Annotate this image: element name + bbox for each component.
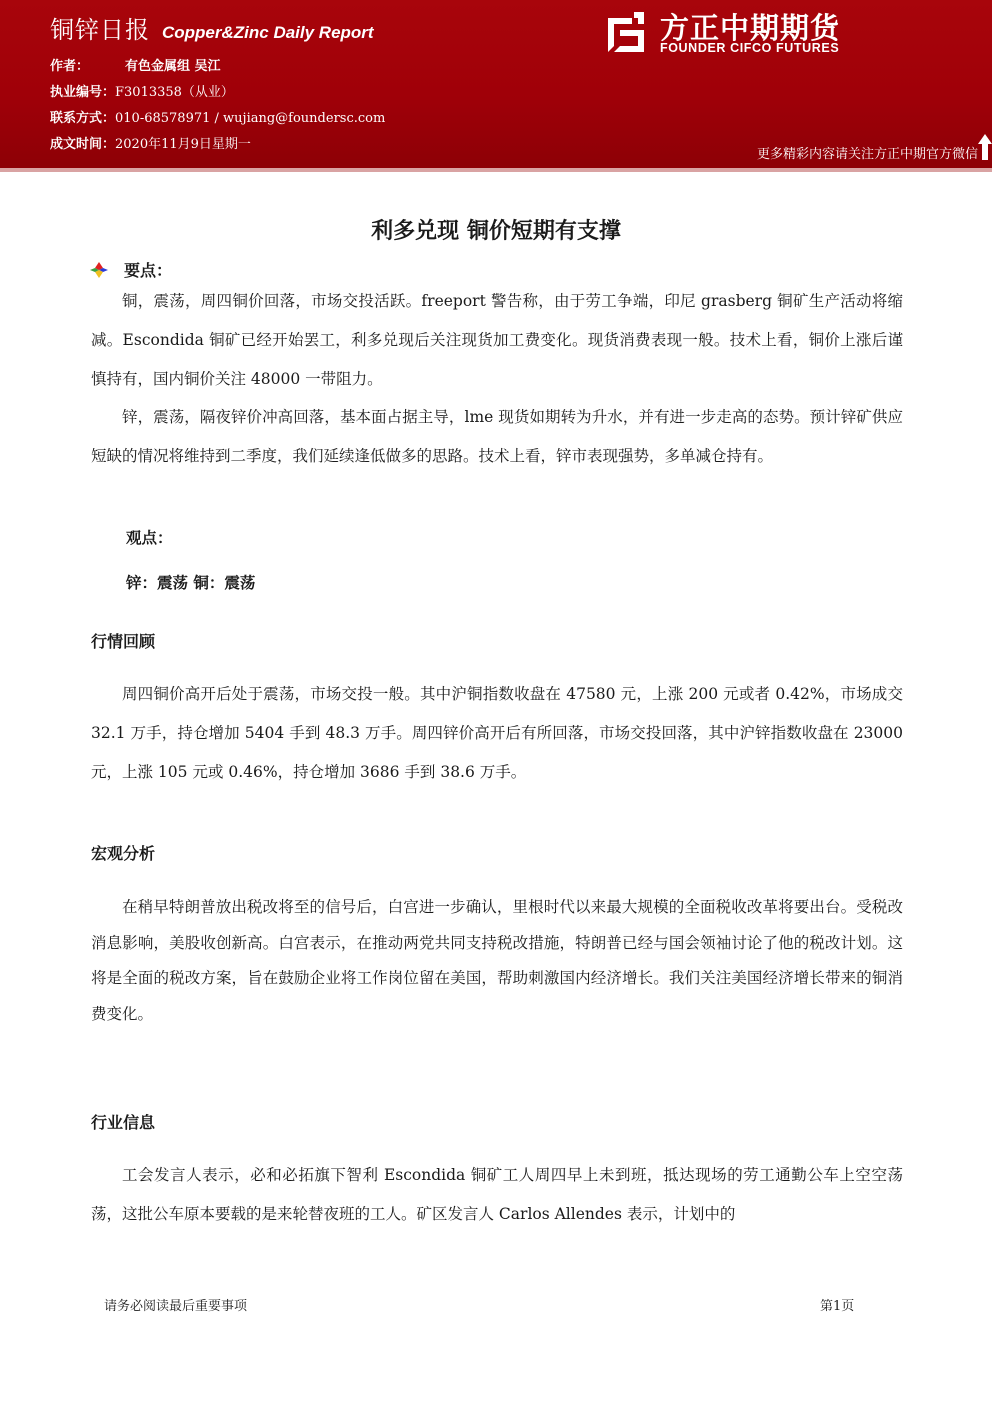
meta-author-label: 作者： bbox=[50, 59, 90, 74]
meta-date-value: 2020年11月9日星期一 bbox=[115, 137, 251, 152]
section-text-market-review: 周四铜价高开后处于震荡，市场交投一般。其中沪铜指数收盘在 47580 元，上涨 200 元或者 0.42%，市场成交 32.1 万手，持仓增加 5404 手到 48.3 万手。周四锌价高开后有所回落，市场交投回落，其中沪锌指数收盘在 23000 元，上涨 105 元或 0.46%，持仓增加 3686 手到 38.6 万手。 bbox=[91, 685, 903, 781]
key-point-zinc: 锌，震荡，隔夜锌价冲高回落，基本面占据主导，lme 现货如期转为升水，并有进一步走高的态势。预计锌矿供应短缺的情况将维持到二季度，我们延续逢低做多的思路。技术上看，锌市表现强势，多单减仓持有。 bbox=[91, 408, 903, 465]
page-number: 第1页 bbox=[820, 1299, 855, 1314]
meta-contact-label: 联系方式： bbox=[50, 111, 116, 126]
header-divider bbox=[0, 168, 992, 172]
meta-author-value: 有色金属组 吴江 bbox=[125, 59, 221, 74]
section-text-industry: 工会发言人表示，必和必拓旗下智利 Escondida 铜矿工人周四早上未到班，抵达现场的劳工通勤公车上空空荡荡，这批公车原本要载的是来轮替夜班的工人。矿区发言人 Carlos Allendes 表示，计划中的 bbox=[91, 1166, 903, 1223]
meta-license-value: F3013358（从业） bbox=[115, 85, 234, 100]
logo-text-en: FOUNDER CIFCO FUTURES bbox=[660, 41, 840, 55]
section-text-macro: 在稍早特朗普放出税改将至的信号后，白宫进一步确认，里根时代以来最大规模的全面税收改革将要出台。受税改消息影响，美股收创新高。白宫表示，在推动两党共同支持税改措施，特朗普已经与国会领袖讨论了他的税改计划。这将是全面的税改方案，旨在鼓励企业将工作岗位留在美国，帮助刺激国内经济增长。我们关注美国经济增长带来的铜消费变化。 bbox=[91, 898, 903, 1023]
key-point-copper: 铜，震荡，周四铜价回落，市场交投活跃。freeport 警告称，由于劳工争端，印尼 grasberg 铜矿生产活动将缩减。Escondida 铜矿已经开始罢工，利多兑现后关注现货加工费变化。现货消费表现一般。技术上看，铜价上涨后谨慎持有，国内铜价关注 48000 一带阻力。 bbox=[91, 292, 903, 388]
footer-notice: 请务必阅读最后重要事项 bbox=[104, 1299, 248, 1314]
meta-date-label: 成文时间： bbox=[50, 137, 116, 152]
follow-wechat-link[interactable]: 更多精彩内容请关注方正中期官方微信 bbox=[756, 147, 978, 162]
key-points-heading bbox=[90, 258, 172, 281]
document-title: 利多兑现 铜价短期有支撑 bbox=[371, 219, 621, 244]
report-header bbox=[0, 0, 992, 172]
meta-author bbox=[50, 55, 221, 74]
arrow-up-icon bbox=[978, 134, 992, 160]
logo-text-cn: 方正中期期货 bbox=[660, 11, 841, 45]
meta-contact-value: 010-68578971 / wujiang@foundersc.com bbox=[115, 111, 386, 126]
company-logo bbox=[604, 8, 864, 60]
key-points-title: 要点： bbox=[124, 261, 173, 280]
section-title-industry: 行业信息 bbox=[91, 1113, 156, 1132]
report-title-en: Copper&Zinc Daily Report bbox=[162, 23, 374, 42]
meta-contact bbox=[50, 107, 385, 126]
view-title: 观点： bbox=[126, 529, 173, 547]
meta-license bbox=[50, 81, 234, 100]
meta-date bbox=[50, 133, 251, 152]
section-title-market-review: 行情回顾 bbox=[91, 632, 156, 651]
section-title-macro: 宏观分析 bbox=[91, 844, 156, 863]
report-title-cn: 铜锌日报 bbox=[50, 16, 150, 44]
meta-license-label: 执业编号： bbox=[50, 85, 116, 100]
diamond-bullet-icon bbox=[90, 262, 108, 278]
logo-mark-icon bbox=[604, 10, 648, 54]
view-text: 锌：震荡 铜：震荡 bbox=[126, 574, 256, 592]
report-title bbox=[50, 10, 374, 45]
